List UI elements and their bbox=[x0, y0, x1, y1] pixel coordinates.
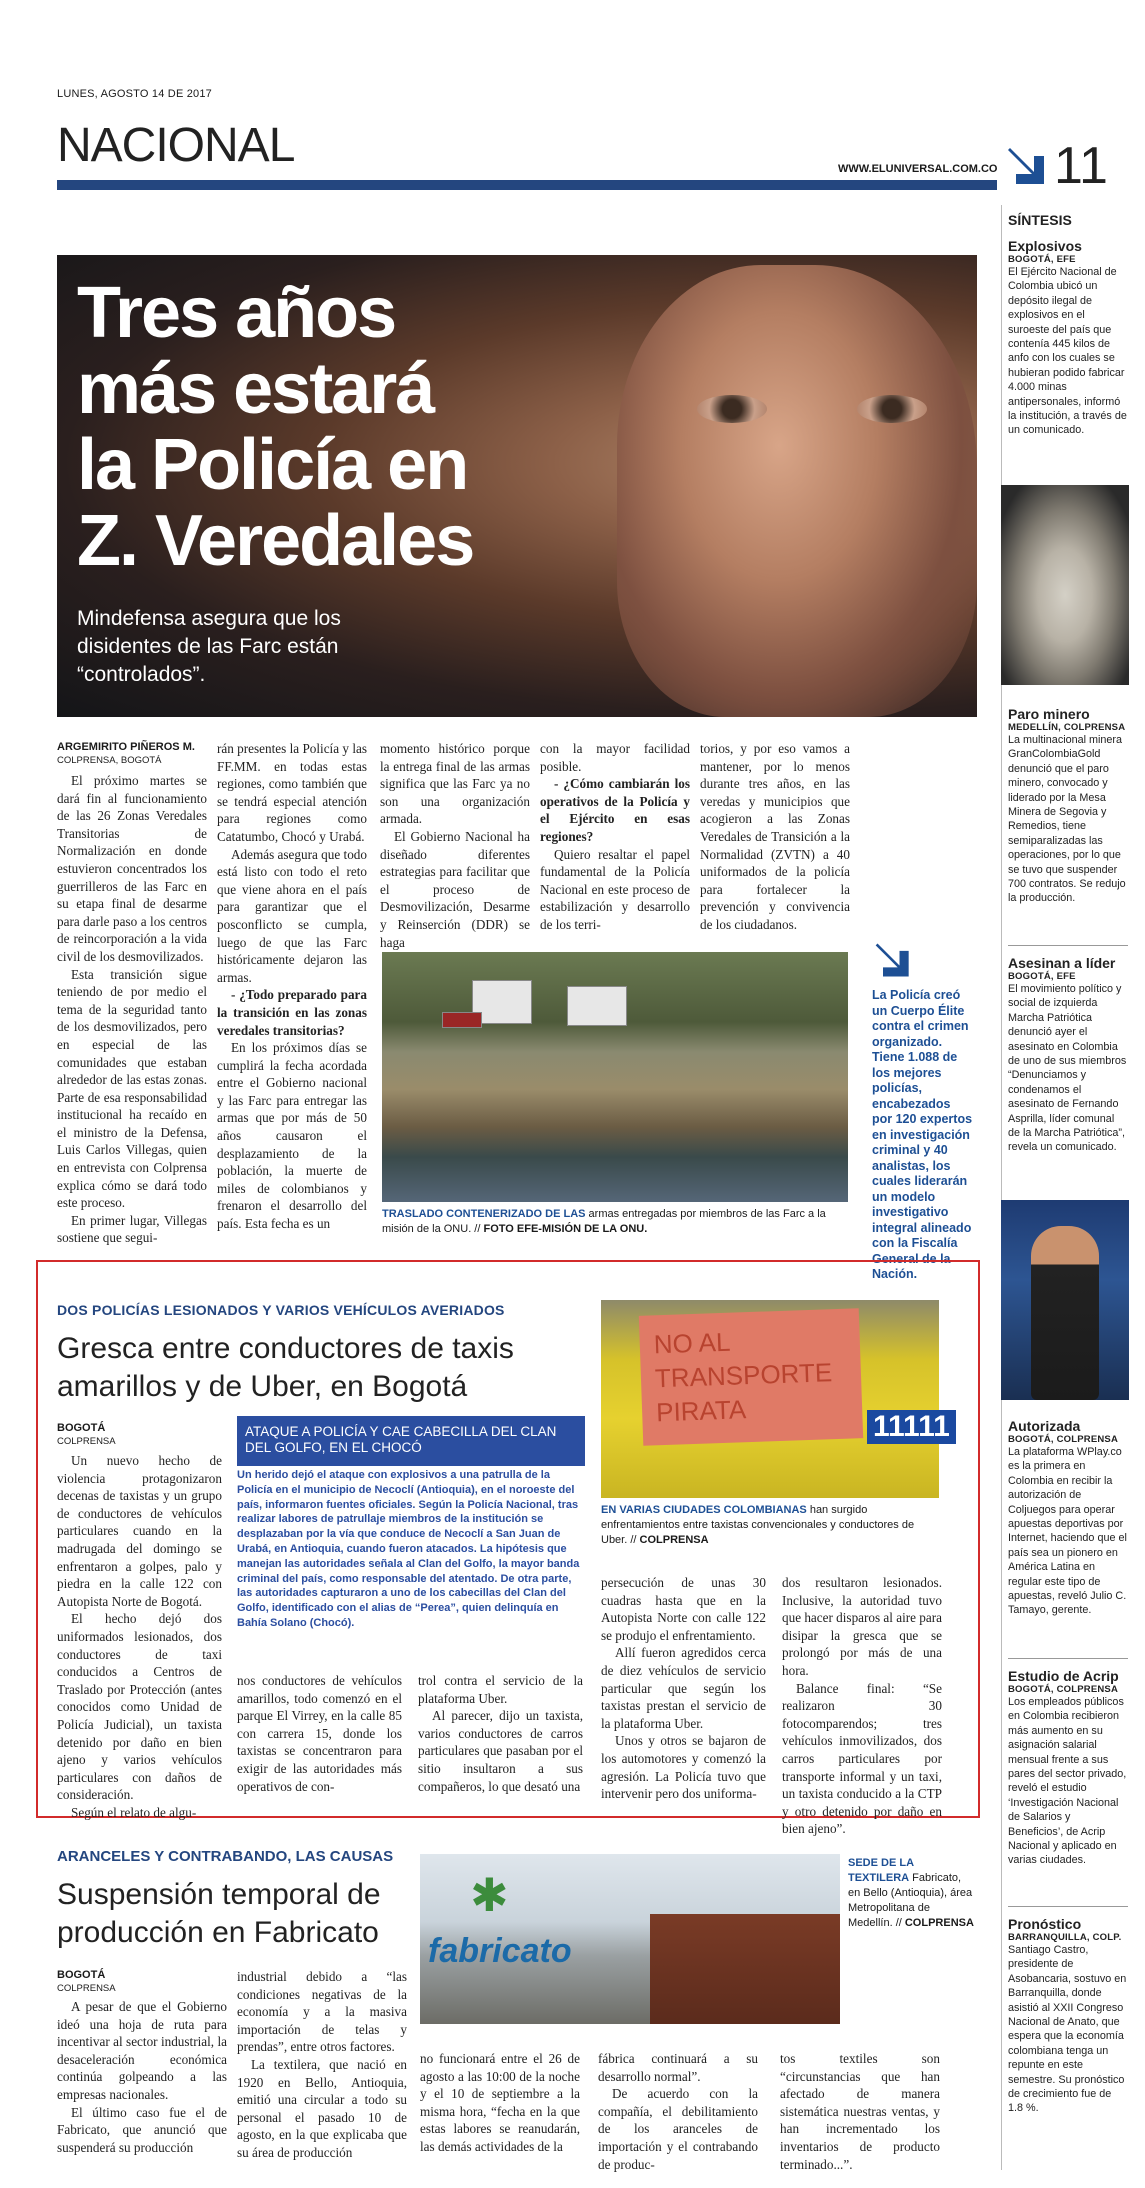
sidebar-item-text: El movimiento político y social de izquierda Marcha Patriótica denunció ayer el asesinato en Colombia de uno de sus miembros “Denunciamos y condenamos el asesinato de Fernando Asprilla, líder comunal de la Marcha Patriótica”, revela un comunicado. bbox=[1008, 983, 1127, 1154]
headline-line: más estará bbox=[77, 349, 434, 429]
paragraph: industrial debido a “las condiciones negativas de la economía y a la masiva importación de telas y prendas”, entre otros factores. bbox=[237, 1969, 407, 2055]
place: BOGOTÁ bbox=[57, 1969, 106, 1981]
paragraph: tos textiles son “circunstancias que han afectado de manera sistemática nuestras ventas, y han incrementado los inventarios de producto terminado...”. bbox=[780, 2051, 940, 2172]
sidebar-item-title: Explosivos bbox=[1008, 238, 1082, 254]
headline-line: Suspensión temporal de bbox=[57, 1878, 381, 1911]
portrait-eye bbox=[857, 395, 927, 423]
sidebar-item-byline: BOGOTÁ, COLPRENSA bbox=[1008, 1684, 1119, 1695]
subheadline-line: disidentes de las Farc están bbox=[77, 635, 339, 658]
headline-line: Z. Veredales bbox=[77, 501, 474, 581]
sidebar-item-byline: BOGOTÁ, EFE bbox=[1008, 971, 1076, 982]
paragraph: El próximo martes se dará fin al funcionamiento de las 26 Zonas Veredales Transitorias de Normalización en donde estuvieron concentrados los guerrilleros de las Farc en su etapa final de desarme para darle paso a los centros de reincorporación a la vida civil de los desmovilizados. bbox=[57, 773, 207, 964]
paragraph: con la mayor facilidad posible. bbox=[540, 741, 690, 774]
sidebar-item bbox=[1008, 1418, 1128, 1618]
person-shape bbox=[1031, 1226, 1099, 1400]
paragraph: torios, y por eso vamos a mantener, por lo menos durante tres años, en las veredas y municipios que acogieron a las Zonas Veredales de Transición a la Normalidad (ZVTN) a 40 uniformados de la policía para fortalecer la prevención y convivencia de los ciudadanos. bbox=[700, 741, 850, 932]
issue-date: LUNES, AGOSTO 14 DE 2017 bbox=[57, 88, 213, 100]
headline-line: producción en Fabricato bbox=[57, 1916, 379, 1949]
article-column-1 bbox=[57, 1452, 222, 1821]
paragraph: El Gobierno Nacional ha diseñado diferentes estrategias para facilitar que el proceso de Desmovilización, Desarme y Reinserción (DDR) se haga bbox=[380, 828, 530, 950]
subheadline-line: “controlados”. bbox=[77, 663, 206, 686]
lead-photo bbox=[57, 255, 977, 717]
truck-cab-shape bbox=[442, 1012, 482, 1028]
headline-line: la Policía en bbox=[77, 425, 468, 505]
paragraph: Un nuevo hecho de violencia protagonizaron decenas de taxistas y un grupo de conductores de vehículos particulares cuando en la madrugada del domingo se enfrentaron a golpes, palo y piedra en la calle 122 con Autopista Norte de Bogotá. bbox=[57, 1453, 222, 1609]
sidebar-divider bbox=[1008, 945, 1128, 946]
portrait-eye bbox=[697, 395, 767, 423]
sidebar-item bbox=[1008, 706, 1128, 906]
photo-credit: FOTO EFE-MISIÓN DE LA ONU. bbox=[483, 1223, 648, 1235]
paragraph: Balance final: “Se realizaron 30 fotocomparendos; tres vehículos inmovilizados, dos carros particulares por transporte informal y un taxi, un taxista conducido a la CTP y otro detenido por daño en bien ajeno”. bbox=[782, 1680, 942, 1837]
photo-caption bbox=[848, 1856, 974, 1931]
headline-line: Tres años bbox=[77, 273, 396, 353]
author: ARGEMIRITO PIÑEROS M. bbox=[57, 741, 195, 753]
sidebar-divider bbox=[1008, 1906, 1128, 1907]
article-kicker: DOS POLICÍAS LESIONADOS Y VARIOS VEHÍCULOS AVERIADOS bbox=[57, 1302, 505, 1318]
paragraph: Además asegura que todo está listo con todo el reto que viene ahora en el país para garantizar que el posconflicto se cumpla, luego de que las Farc históricamente dejaron las armas. bbox=[217, 846, 367, 985]
sidebar-item-byline: BOGOTÁ, EFE bbox=[1008, 254, 1076, 265]
headline-line: amarillos y de Uber, en Bogotá bbox=[57, 1370, 468, 1403]
caption-text: han surgido enfrentamientos entre taxistas convencionales y conductores de Uber. // bbox=[601, 1504, 915, 1546]
caption-text: armas entregadas por miembros de las Farc a la misión de la ONU. // bbox=[382, 1208, 826, 1235]
article-column-5 bbox=[782, 1574, 942, 1838]
sidebox-title: ATAQUE A POLICÍA Y CAE CABECILLA DEL CLAN DEL GOLFO, EN EL CHOCÓ bbox=[237, 1416, 585, 1466]
paragraph: En primer lugar, Villegas sostiene que segui- bbox=[57, 1212, 207, 1246]
sidebar-label: SÍNTESIS bbox=[1008, 212, 1072, 228]
lead-byline bbox=[57, 740, 207, 767]
portrait-image bbox=[617, 265, 977, 717]
paragraph: fábrica continuará a su desarrollo normal”. bbox=[598, 2051, 758, 2084]
sign-text: NO AL TRANSPORTE PIRATA bbox=[653, 1326, 833, 1428]
subheadline-line: Mindefensa asegura que los bbox=[77, 607, 341, 630]
sidebar-item bbox=[1008, 955, 1128, 1155]
article-headline bbox=[57, 1876, 397, 1952]
photo-credit: COLPRENSA bbox=[639, 1534, 709, 1546]
photo-caption bbox=[382, 1207, 848, 1237]
article-column-1 bbox=[57, 1998, 227, 2156]
sidebar-item-title: Estudio de Acrip bbox=[1008, 1668, 1119, 1684]
article-column-4 bbox=[598, 2050, 758, 2173]
article-byline bbox=[57, 1968, 217, 1995]
sidebar-item bbox=[1008, 1916, 1128, 2116]
paragraph: no funcionará entre el 26 de agosto a las 10:00 de la noche y el 10 de septiembre a la misma hora, “fecha en la que estas labores se reanudarán, las demás actividades de la bbox=[420, 2051, 580, 2154]
caption-text: Fabricato, en Bello (Antioquia), área Metropolitana de Medellín. // bbox=[848, 1872, 973, 1929]
paragraph: dos resultaron lesionados. Inclusive, la autoridad tuvo que hacer disparos al aire para disipar la gresca que se prolongó por más de una hora. bbox=[782, 1575, 942, 1678]
site-url[interactable]: WWW.ELUNIVERSAL.COM.CO bbox=[838, 163, 998, 175]
section-title: NACIONAL bbox=[57, 119, 295, 172]
sidebar-item-text: La plataforma WPlay.co es la primera en Colombia en recibir la autorización de Coljuegos para operar apuestas deportivas por Internet, haciendo que el país sea un pionero en América Latina en regular este tipo de apuestas, reveló Julio C. Tamayo, gerente. bbox=[1008, 1446, 1127, 1617]
arrow-down-right-icon bbox=[1004, 142, 1052, 190]
paragraph: El hecho dejó dos uniformados lesionados, dos conductores de taxi conducidos a Centros de Traslado por Protección (antes conocidos como Unidad de Policía Judicial), un taxista detenido por daño en bien ajeno y varios vehículos particulares con daños de consideración. bbox=[57, 1611, 222, 1803]
paragraph: Unos y otros se bajaron de los automotores y comenzó la agresión. La Policía tuvo que intervenir pero dos uniforma- bbox=[601, 1733, 766, 1802]
fabricato-photo bbox=[420, 1854, 840, 2024]
lead-column-2 bbox=[217, 740, 367, 1233]
lead-subheadline bbox=[77, 605, 417, 689]
sidebar-item-text: Santiago Castro, presidente de Asobancaria, sostuvo en Barranquilla, donde asistió al XXII Congreso Nacional de Anato, que espera que la economía colombiana tenga un repunte en este semestre. Su pronóstico de crecimiento fue de 1.8 %. bbox=[1008, 1944, 1127, 2115]
paragraph: El último caso fue el de Fabricato, que anunció que suspenderá su producción bbox=[57, 2104, 227, 2155]
photo-caption bbox=[601, 1503, 939, 1548]
sidebar-item-title: Asesinan a líder bbox=[1008, 955, 1116, 971]
paragraph: La textilera, que nació en 1920 en Bello, Antioquia, emitió una circular a todo su personal el pasado 10 de agosto, en la que explicaba que su área de producción bbox=[237, 2056, 407, 2160]
interview-question: - ¿Todo preparado para la transición en las zonas veredales transitorias? bbox=[217, 987, 367, 1038]
article-byline bbox=[57, 1421, 217, 1448]
paragraph: Allí fueron agredidos cerca de diez vehículos de servicio particular que según los taxistas prestan el servicio de la plataforma Uber. bbox=[601, 1645, 766, 1731]
sidebar-item-title: Pronóstico bbox=[1008, 1916, 1082, 1932]
sidebar-item-byline: BOGOTÁ, COLPRENSA bbox=[1008, 1434, 1119, 1445]
protest-sign bbox=[639, 1308, 863, 1446]
sidebar-item-text: La multinacional minera GranColombiaGold denunció que el paro minero, convocado y liderado por la Mesa Minera de Segovia y Remedios, tiene semiparalizadas las operaciones, por lo que se tuvo que suspender 700 contratos. Se redujo la producción. bbox=[1008, 734, 1126, 905]
article-column-2 bbox=[237, 1672, 402, 1795]
truck-shape bbox=[567, 986, 627, 1026]
sidebar-divider bbox=[1008, 1658, 1128, 1659]
place: BOGOTÁ bbox=[57, 1422, 106, 1434]
caption-lead: EN VARIAS CIUDADES COLOMBIANAS bbox=[601, 1504, 807, 1516]
sidebar-item bbox=[1008, 238, 1128, 438]
building-shape bbox=[650, 1914, 840, 2024]
pull-quote: La Policía creó un Cuerpo Élite contra el crimen organizado. Tiene 1.088 de los mejores policías, encabezados por 120 expertos en investigación criminal y 40 analistas, los cuales liderarán un modelo investigativo integral alineado con la Fiscalía General de la Nación. bbox=[872, 988, 973, 1281]
agency: COLPRENSA bbox=[57, 1436, 116, 1447]
article-headline bbox=[57, 1330, 577, 1406]
article-kicker: ARANCELES Y CONTRABANDO, LAS CAUSAS bbox=[57, 1848, 394, 1865]
header-rule bbox=[57, 180, 997, 190]
article-column-5 bbox=[780, 2050, 940, 2173]
sidebar-item-text: Los empleados públicos en Colombia recibieron más aumento en su asignación salarial mensual frente a sus pares del sector privado, reveló el estudio ‘Investigación Nacional de Salarios y Beneficios’, de Acrip Nacional y aplicado en varias ciudades. bbox=[1008, 1696, 1127, 1867]
article-column-3 bbox=[418, 1672, 583, 1795]
paragraph: momento histórico porque la entrega final de las armas significa que las Farc ya no son una organización armada. bbox=[380, 741, 530, 827]
paragraph: Esta transición sigue teniendo de por medio el tema de la seguridad tanto de los desmovilizados, pero en especial de las comunidades que estaban alrededor de las estas zonas. Parte de esa responsabilidad institucional ha recaído en el ministro de la Defensa, Luis Carlos Villegas, quien en entrevista con Colprensa explica cómo se dará todo este proceso. bbox=[57, 966, 207, 1211]
paragraph: trol contra el servicio de la plataforma Uber. bbox=[418, 1673, 583, 1706]
taxi-number: 11111 bbox=[867, 1410, 956, 1444]
sidebar-item-byline: BARRANQUILLA, COLP. bbox=[1008, 1932, 1122, 1943]
page-number: 11 bbox=[1054, 137, 1108, 195]
photo-credit: COLPRENSA bbox=[904, 1917, 974, 1929]
lead-column-1 bbox=[57, 772, 207, 1247]
interview-question: - ¿Cómo cambiarán los operativos de la Policía y el Ejército en esas regiones? bbox=[540, 776, 690, 844]
sidebox-text: Un herido dejó el ataque con explosivos a una patrulla de la Policía en el municipio de Necoclí (Antioquia), en el noroeste del país, informaron fuentes oficiales. Según la Policía Nacional, tras realizar labores de patrullaje miembros de la institución se desplazaban por la vía que conduce de Necoclí a San Juan de Urabá, en Antioquia, cuando fueron atacados. La hipótesis que manejan las autoridades señala al Clan del Golfo, la mayor banda criminal del país, como responsable del atentado. De otra parte, las autoridades capturaron a uno de los cabecillas del Clan del Golfo, identificado con el alias de “Perea”, quien delinquía en Bahía Solano (Chocó). bbox=[237, 1469, 580, 1629]
paragraph: A pesar de que el Gobierno ideó una hoja de ruta para incentivar al sector industrial, la desaceleración económica continúa golpeando a las empresas nacionales. bbox=[57, 1999, 227, 2102]
caption-lead: SEDE DE LA TEXTILERA bbox=[848, 1857, 914, 1884]
sidebar-item bbox=[1008, 1668, 1128, 1868]
arrow-down-right-icon bbox=[872, 938, 916, 988]
paragraph: De acuerdo con la compañía, el debilitamiento de los aranceles de importación y el contrabando de produc- bbox=[598, 2086, 758, 2172]
paragraph: persecución de unas 30 cuadras hasta que en la Autopista Norte con calle 122 se produjo el enfrentamiento. bbox=[601, 1575, 766, 1643]
lead-headline bbox=[77, 275, 547, 579]
lead-column-5 bbox=[700, 740, 850, 934]
lead-column-4 bbox=[540, 740, 690, 934]
paragraph: Quiero resaltar el papel fundamental de la Policía Nacional en este proceso de estabilización y desarrollo de los terri- bbox=[540, 846, 690, 932]
sidebar-item-text: El Ejército Nacional de Colombia ubicó un depósito ilegal de explosivos en el suroeste del país que contenía 445 kilos de anfo con los cuales se hubieran podido fabricar 4.000 minas antipersonales, informó la institución, a través de un comunicado. bbox=[1008, 266, 1127, 437]
executive-photo bbox=[1001, 1200, 1129, 1400]
paragraph: En los próximos días se cumplirá la fecha acordada entre el Gobierno nacional y las Farc para entregar las armas que por más de 50 años causaron el desplazamiento de la población, la muerte de miles de colombianos y frenaron el desarrollo del país. Esta fecha es un bbox=[217, 1040, 367, 1232]
agency: COLPRENSA bbox=[57, 1983, 116, 1994]
paragraph: Al parecer, dijo un taxista, varios conductores de carros particulares que pasaban por el sitio insultaron a sus compañeros, lo que desató una bbox=[418, 1708, 583, 1794]
headline-line: Gresca entre conductores de taxis bbox=[57, 1332, 514, 1365]
logo-text: fabricato bbox=[428, 1932, 572, 1970]
caption-lead: TRASLADO CONTENERIZADO DE LAS bbox=[382, 1208, 586, 1220]
sidebar-item-title: Paro minero bbox=[1008, 706, 1090, 722]
containers-photo bbox=[382, 952, 848, 1202]
lead-column-3 bbox=[380, 740, 530, 951]
fabricato-logo-icon: ✱ bbox=[470, 1868, 509, 1922]
sidebar-item-title: Autorizada bbox=[1008, 1418, 1081, 1434]
paragraph: rán presentes la Policía y las FF.MM. en todas estas regiones, como también que se tendrá especial atención para regiones como Catatumbo, Chocó y Urabá. bbox=[217, 741, 367, 844]
explosives-photo bbox=[1001, 485, 1129, 685]
article-column-3 bbox=[420, 2050, 580, 2156]
agency: COLPRENSA, BOGOTÁ bbox=[57, 755, 162, 766]
paragraph: nos conductores de vehículos amarillos, todo comenzó en el parque El Virrey, en la calle 85 con carrera 15, donde los taxistas se concentraron para exigir de las autoridades más operativos de con- bbox=[237, 1673, 402, 1794]
article-column-2 bbox=[237, 1968, 407, 2162]
sidebar-item-byline: MEDELLÍN, COLPRENSA bbox=[1008, 722, 1126, 733]
article-column-4 bbox=[601, 1574, 766, 1803]
taxi-protest-photo bbox=[601, 1300, 950, 1498]
paragraph: Según el relato de algu- bbox=[71, 1804, 197, 1820]
